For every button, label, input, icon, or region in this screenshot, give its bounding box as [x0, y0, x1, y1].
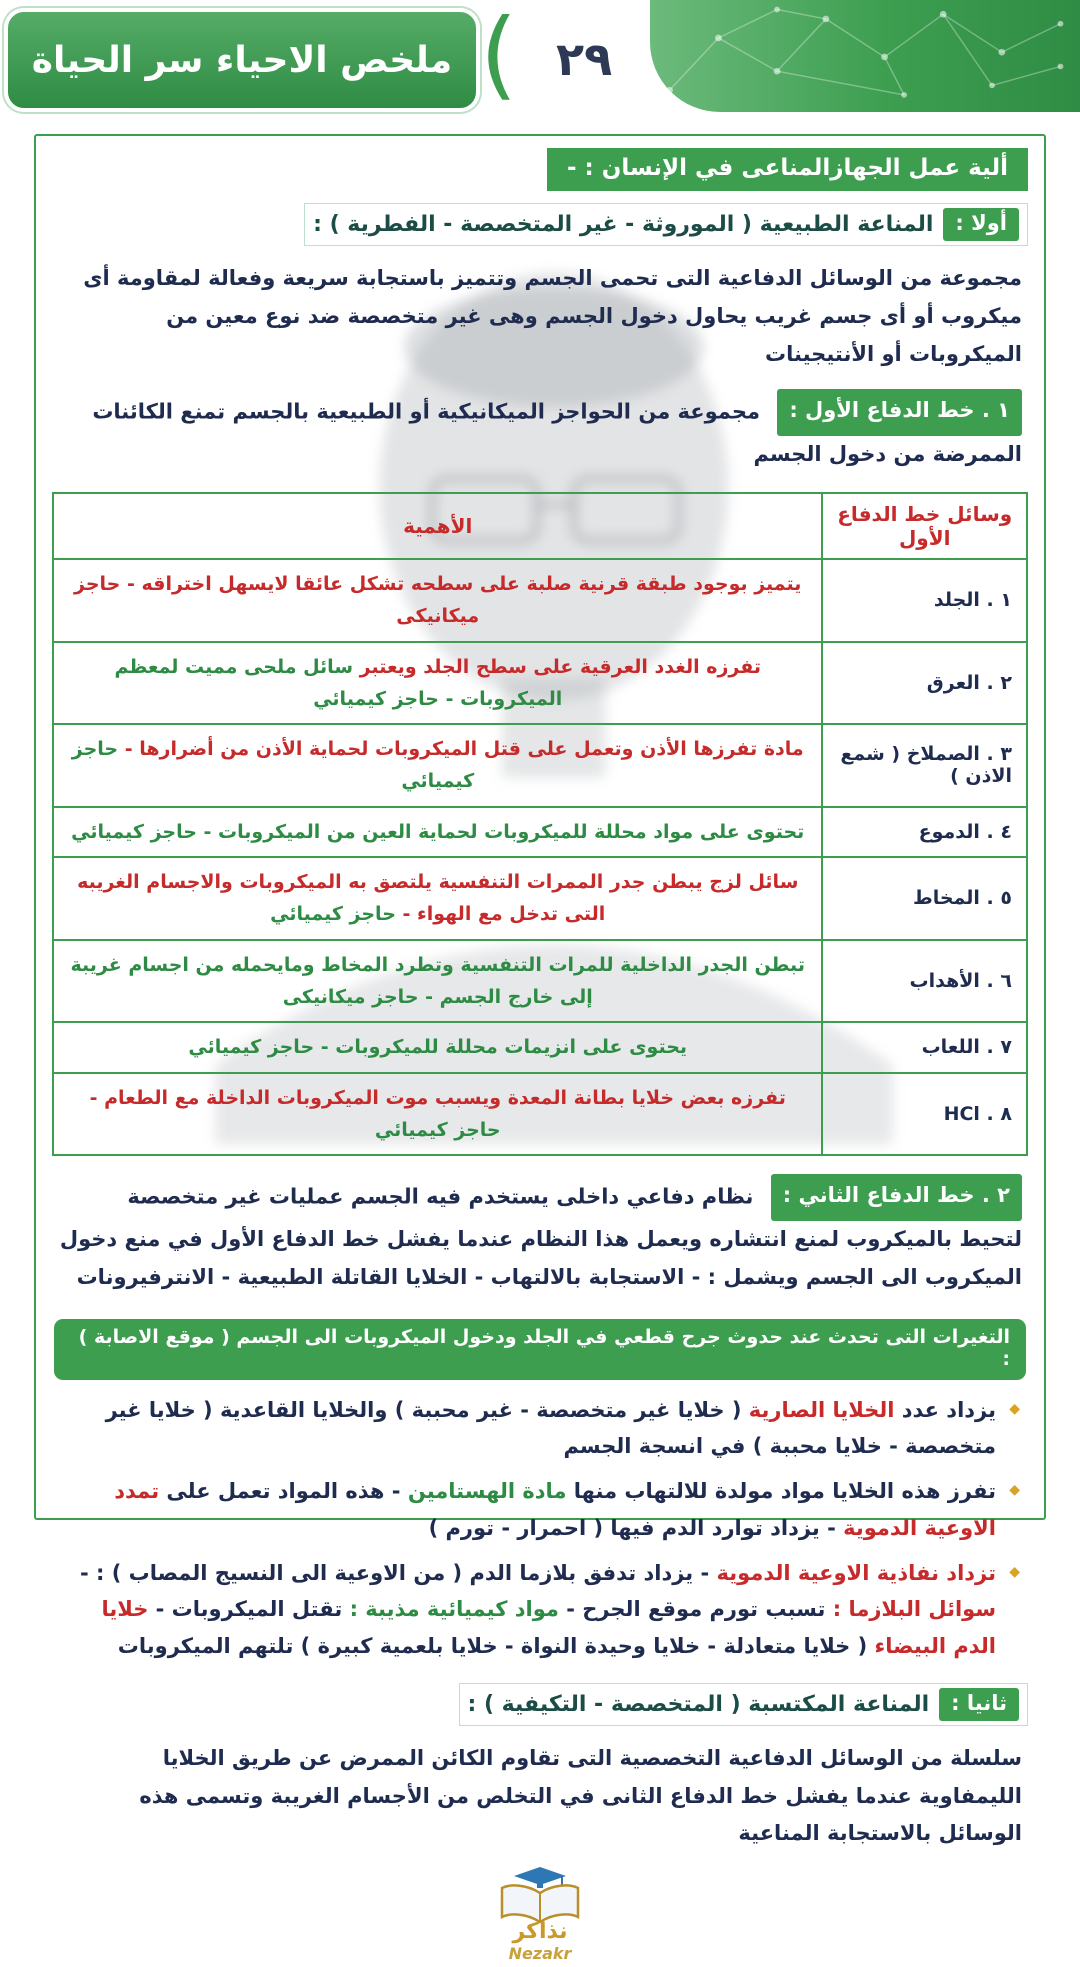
first-defense-description: مجموعة من الحواجز الميكانيكية أو الطبيعية بالجسم تمنع الكائنات الممرضة من دخول الجسم — [92, 399, 1022, 467]
acquired-immunity-description: سلسلة من الوسائل الدفاعية التخصصية التى تقاوم الكائن الممرض عن طريق الخلايا الليمفاوية عندما يفشل خط الدفاع الثانى في التخلص من الأجسام الغريبة وتسمى هذه الوسائل بالاستجابة المناعية — [139, 1745, 1022, 1846]
text-segment: تفرزه الغدد العرقية على سطح الجلد ويعتبر — [353, 655, 762, 678]
defense-table-row — [53, 559, 1027, 642]
defense-importance-cell — [53, 1022, 822, 1072]
defense-means-cell: ٣ . الصملاخ ( شمع الاذن ) — [822, 724, 1027, 807]
defense-table-row — [53, 1022, 1027, 1072]
text-segment: تقتل الميكروبات - — [148, 1597, 350, 1622]
text-segment: سوائل البلازما : — [832, 1597, 996, 1622]
defense-table-row — [53, 857, 1027, 940]
text-segment: حاجز كيميائي — [374, 1118, 501, 1141]
natural-immunity-title: المناعة الطبيعية ( الموروثة - غير المتخصصة - الفطرية ) : — [313, 212, 934, 237]
defense-table-header-row — [53, 493, 1027, 559]
second-defense-line — [58, 1174, 1022, 1296]
natural-immunity-chip: أولا : — [943, 208, 1019, 241]
first-defense-line — [58, 389, 1022, 474]
defense-importance-cell — [53, 940, 822, 1023]
text-segment: ( خلايا متعادلة - خلايا وحيدة النواة - خلايا بلعمية كبيرة ) تلتهم الميكروبات — [117, 1634, 875, 1659]
injury-bullet-item — [52, 1392, 1028, 1466]
text-segment: مواد كيميائية مذيبة : — [349, 1597, 559, 1622]
text-segment: تسبب تورم موقع الجرح - — [558, 1597, 833, 1622]
defense-means-cell: ٦ . الأهداب — [822, 940, 1027, 1023]
content-frame — [34, 134, 1046, 1964]
decorative-bracket: ( — [480, 0, 518, 111]
second-defense-description: نظام دفاعي داخلى يستخدم فيه الجسم عمليات غير متخصصة لتحيط بالميكروب لمنع انتشاره ويعمل هذا النظام عندما يفشل خط الدفاع الأول في منع دخول الميكروب الى الجسم ويشمل : - الاستجابة بالالتهاب - الخلايا القاتلة الطبيعية - الانترفيرونات — [59, 1184, 1022, 1289]
text-segment: خلايا الدم البيضاء — [101, 1597, 996, 1659]
text-segment: تزداد نفاذية الاوعية الدموية — [716, 1560, 996, 1585]
text-segment: سائل ملحى مميت لمعظم الميكروبات - حاجز كيميائي — [114, 655, 563, 710]
text-segment: ( خلايا غير متخصصة - غير محببة ) والخلايا القاعدية ( خلايا غير متخصصة - خلايا محببة ) في انسجة الجسم — [105, 1397, 996, 1459]
logo-arabic-text: نذاكر — [512, 1919, 568, 1945]
main-title-bar — [547, 148, 1028, 191]
text-segment: مادة الهستامين — [407, 1479, 567, 1504]
defense-means-cell: ٥ . المخاط — [822, 857, 1027, 940]
content — [52, 148, 1028, 1964]
banner-title: ملخص الاحياء سر الحياة — [31, 39, 453, 81]
text-segment: حاجز كيميائي — [270, 903, 396, 926]
defense-means-cell: ٨ . HCl — [822, 1073, 1027, 1156]
text-segment: سائل لزج يبطن جدر الممرات التنفسية يلتصق به الميكروبات والاجسام الغريبه التى تدخل مع الهواء - — [77, 871, 799, 926]
text-segment: - هذه المواد تعمل على — [159, 1479, 408, 1504]
defense-table-row — [53, 940, 1027, 1023]
text-segment: - يزداد توارد الدم فيها ( احمرار - تورم ) — [428, 1515, 844, 1540]
defense-importance-cell — [53, 559, 822, 642]
page-number: ٢٩ — [556, 31, 613, 86]
text-segment: تبطن الجدر الداخلية للمرات التنفسية وتطرد المخاط ومايحمله من اجسام غريبة إلى خارج الجسم - حاجز ميكانيكى — [70, 953, 805, 1008]
defense-means-cell: ٧ . اللعاب — [822, 1022, 1027, 1072]
header-band — [0, 0, 1080, 120]
defense-table-row — [53, 724, 1027, 807]
header-green-panel — [650, 0, 1080, 112]
injury-bullet-item — [52, 1555, 1028, 1665]
text-segment: تفرز هذه الخلايا مواد مولدة للالتهاب منها — [566, 1479, 996, 1504]
text-segment: يتميز بوجود طبقة قرنية صلبة على سطحه تشكل عائقا لايسهل اختراقه - حاجز ميكانيكى — [74, 572, 802, 628]
second-defense-chip: ٢ . خط الدفاع الثاني : — [771, 1174, 1022, 1221]
text-segment: تفرزه بعض خلايا بطانة المعدة ويسبب موت الميكروبات الداخلة مع الطعام - — [89, 1086, 786, 1109]
banner-title-box — [4, 8, 480, 112]
text-segment: يزداد عدد — [894, 1397, 996, 1422]
table-header-means: وسائل خط الدفاع الأول — [822, 493, 1027, 559]
defense-means-cell: ٢ . العرق — [822, 642, 1027, 725]
text-segment: تحتوى على مواد محللة للميكروبات لحماية العين من الميكروبات - حاجز كيميائي — [71, 820, 805, 843]
acquired-immunity-title: المناعة المكتسبة ( المتخصصة - التكيفية ) : — [467, 1691, 930, 1717]
logo-latin-text: Nezakr — [508, 1944, 572, 1964]
defense-importance-cell — [53, 1073, 822, 1156]
defense-importance-cell — [53, 642, 822, 725]
defense-table-body — [53, 559, 1027, 1155]
text-segment: يحتوى على انزيمات محللة للميكروبات - حاجز كيميائي — [188, 1036, 688, 1059]
acquired-immunity-chip: ثانيا : — [939, 1688, 1019, 1721]
defense-importance-cell — [53, 807, 822, 857]
main-title: ألية عمل الجهازالمناعى في الإنسان : - — [566, 155, 1008, 181]
defense-table-row — [53, 1073, 1027, 1156]
defense-importance-cell — [53, 857, 822, 940]
injury-changes-bar: التغيرات التى تحدث عند حدوث جرح قطعي في الجلد ودخول الميكروبات الى الجسم ( موقع الاصابة ) : — [54, 1319, 1026, 1380]
acquired-immunity-heading — [459, 1683, 1028, 1726]
first-defense-chip: ١ . خط الدفاع الأول : — [777, 389, 1022, 436]
defense-importance-cell — [53, 724, 822, 807]
text-segment: الخلايا الصارية — [748, 1397, 895, 1422]
defense-table — [52, 492, 1028, 1156]
graduation-book-icon — [494, 1865, 586, 1927]
table-header-importance: الأهمية — [53, 493, 822, 559]
text-segment: حاجز كيميائي — [71, 738, 475, 793]
publisher-logo — [52, 1865, 1028, 1967]
defense-means-cell: ١ . الجلد — [822, 559, 1027, 642]
defense-table-row — [53, 642, 1027, 725]
defense-table-row — [53, 807, 1027, 857]
text-segment: مادة تفرزها الأذن وتعمل على قتل الميكروبات لحماية الأذن من أضرارها - — [118, 738, 804, 761]
network-pattern-icon — [650, 0, 1080, 112]
natural-immunity-heading — [304, 203, 1028, 246]
text-segment: - يزداد تدفق بلازما الدم ( من الاوعية الى النسيج المصاب ) : - — [79, 1560, 717, 1585]
defense-means-cell: ٤ . الدموع — [822, 807, 1027, 857]
injury-bullets — [52, 1392, 1028, 1673]
text-segment: تمدد الاوعية الدموية — [114, 1479, 996, 1540]
natural-immunity-description: مجموعة من الوسائل الدفاعية التى تحمى الجسم وتتميز باستجابة سريعة وفعالة لمقاومة أى ميكروب أو أى جسم غريب يحاول دخول الجسم وهى غير متخصصة ضد نوع معين من الميكروبات أو الأنتيجينات — [83, 266, 1022, 366]
